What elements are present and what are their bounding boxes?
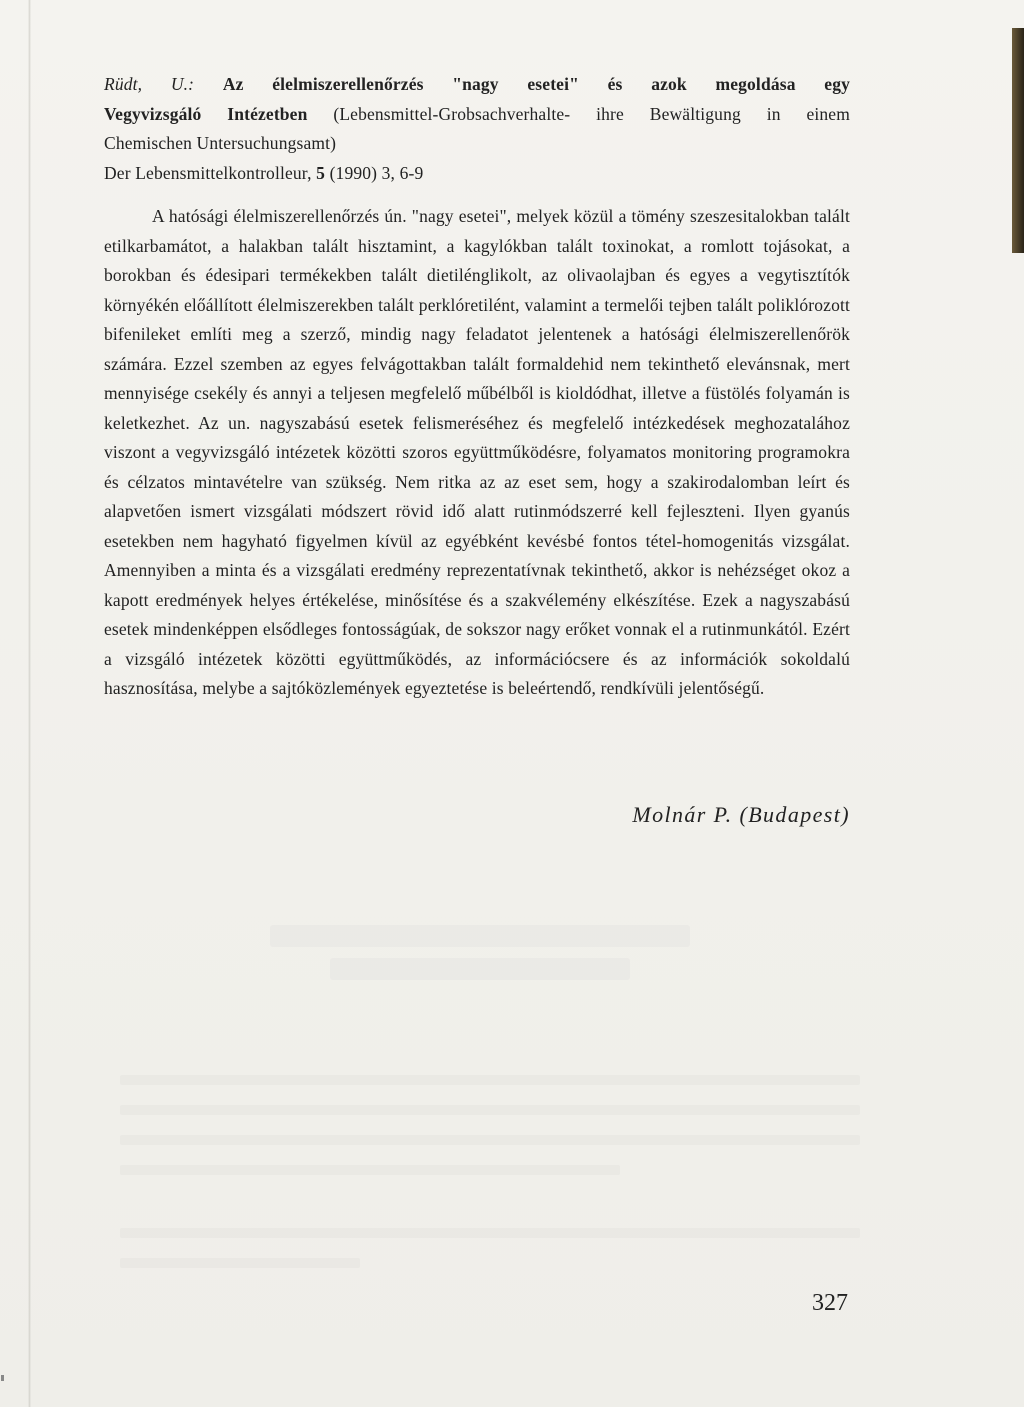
citation-original-title-cont: Chemischen Untersuchungsamt): [104, 133, 337, 153]
bleed-through-line: [120, 1228, 860, 1238]
journal-issue-pages: (1990) 3, 6-9: [329, 162, 424, 183]
bleed-through-line: [120, 1258, 360, 1268]
bleed-through-line: [120, 1075, 860, 1085]
review-entry: [104, 70, 850, 704]
citation-line-2: [104, 100, 850, 130]
journal-name: Der Lebensmittelkontrolleur,: [104, 162, 312, 183]
bleed-through-line: [120, 1105, 860, 1115]
binding-shadow: [28, 0, 31, 1407]
page-edge-strip: [1012, 28, 1024, 253]
citation-line-1: [104, 70, 850, 100]
page-number: 327: [812, 1290, 848, 1316]
citation-line-3: [104, 129, 850, 159]
bleed-through-line: [120, 1135, 860, 1145]
citation-title: Az élelmiszerellenőrzés "nagy esetei" és azok megoldása egy: [222, 74, 850, 94]
bleed-through-line: [120, 1165, 620, 1175]
journal-reference: [104, 159, 850, 189]
scan-mark: [1, 1375, 4, 1381]
bleed-through-heading: [330, 958, 630, 980]
abstract-text: A hatósági élelmiszerellenőrzés ún. "nagy esetei", melyek közül a tömény szeszesitalokban talált etilkarbamátot, a halakban talált hisztamint, a kagylókban talált toxinokat, a romlott tojásokat, a borokban és édesipari termékekben talált dietilénglikolt, az olivaolajban és egyes a vegytisztítók környékén előállított élelmiszerekben talált perklóretilént, valamint a termelői tejben talált poliklórozott bifenileket említi meg a szerző, mindig nagy feladatot jelentenek a hatósági élelmiszerellenőrök számára. Ezzel szemben az egyes felvágottakban talált formaldehid nem tekinthető elevánsnak, mert mennyisége csekély és annyi a teljesen megfelelő műbélből is kioldódhat, illetve a füstölés folyamán is keletkezhet. Az un. nagyszabású esetek felismeréséhez és megfelelő intézkedések meghozatalához viszont a vegyvizsgáló intézetek közötti szoros együttműködésre, folyamatos monitoring programokra és célzatos mintavételre van szükség. Nem ritka az az eset sem, hogy a szakirodalomban leírt és alapvetően ismert vizsgálati módszert rövid idő alatt rutinmódszerré kell fejleszteni. Ilyen gyanús esetekben nem hagyható figyelmen kívül az egyébként kevésbé fontos tétel-homogenitás vizsgálat. Amennyiben a minta és a vizsgálati eredmény reprezentatívnak tekinthető, akkor is nehézséget okoz a kapott eredmények helyes értékelése, minősítése és a szakvélemény elkészítése. Ezek a nagyszabású esetek mindenképpen elsődleges fontosságúak, de sokszor nagy erőket vonnak el a rutinmunkától. Ezért a vizsgáló intézetek közötti együttműködés, az információcsere és az információk sokoldalú hasznosítása, melybe a sajtóközlemények egyeztetése is beleértendő, rendkívüli jelentőségű.: [104, 206, 850, 698]
citation-title-cont: Vegyvizsgáló Intézetben: [104, 103, 308, 124]
reviewer-signature: Molnár P. (Budapest): [632, 802, 850, 827]
citation-original-title: (Lebensmittel-Grobsachverhalte- ihre Bewältigung in einem: [333, 103, 850, 124]
citation-authors: Rüdt, U.:: [104, 74, 195, 94]
journal-volume: 5: [316, 162, 326, 183]
citation: [104, 70, 850, 159]
bleed-through-heading: [270, 925, 690, 947]
